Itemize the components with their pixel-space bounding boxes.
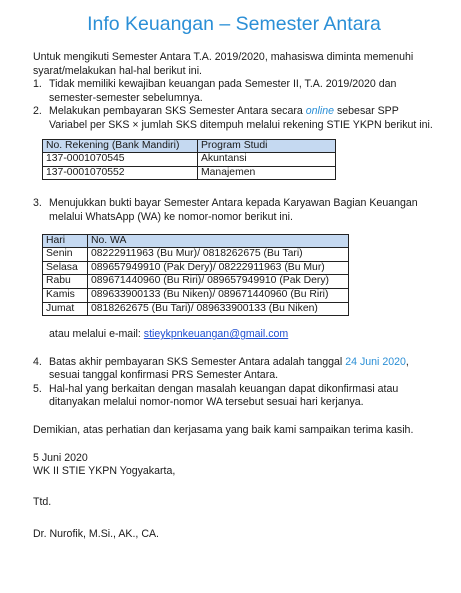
document-title: Info Keuangan – Semester Antara	[87, 13, 381, 35]
email-link[interactable]: stieykpnkeuangan@gmail.com	[143, 328, 289, 341]
table-row	[43, 302, 349, 316]
table-header-row	[43, 139, 336, 153]
wa-number-cell: 089671440960 (Bu Riri)/ 089657949910 (Pak Dery)	[88, 275, 349, 289]
requirements-list-cont	[33, 197, 435, 224]
table-header: No. Rekening (Bank Mandiri)	[43, 139, 198, 153]
table-row	[43, 248, 349, 262]
requirements-list	[33, 78, 435, 132]
office-name: WK II STIE YKPN Yogyakarta,	[33, 465, 176, 478]
list-item: 3. Menujukkan bukti bayar Semester Antara kepada Karyawan Bagian Keuangan melalui WhatsApp (WA) ke nomor-nomor berikut ini.	[33, 197, 418, 223]
day-cell: Senin	[43, 248, 88, 262]
intro-paragraph: Untuk mengikuti Semester Antara T.A. 2019/2020, mahasiswa diminta memenuhi syarat/melakukan hal-hal berikut ini.	[33, 51, 414, 77]
study-program: Akuntansi	[198, 153, 336, 167]
table-header: Program Studi	[198, 139, 336, 153]
online-emphasis: online	[305, 105, 335, 118]
table-header: Hari	[43, 234, 88, 248]
day-cell: Rabu	[43, 275, 88, 289]
table-row	[43, 166, 336, 180]
closing-paragraph: Demikian, atas perhatian dan kerjasama yang baik kami sampaikan terima kasih.	[33, 424, 414, 437]
table-header: No. WA	[88, 234, 349, 248]
bank-account-table	[42, 139, 336, 181]
deadline-date: 24 Juni 2020	[345, 355, 406, 368]
list-item: 2. Melakukan pembayaran SKS Semester Antara secara online sebesar SPP Variabel per SKS × jumlah SKS ditempuh melalui rekening STIE YKPN berikut ini.	[33, 105, 433, 131]
table-row	[43, 288, 349, 302]
list-item: 1. Tidak memiliki kewajiban keuangan pada Semester II, T.A. 2019/2020 dan semester-semester sebelumnya.	[33, 78, 397, 104]
table-row	[43, 153, 336, 167]
wa-number-cell: 0818262675 (Bu Tari)/ 089633900133 (Bu Niken)	[88, 302, 349, 316]
wa-number-cell: 08222911963 (Bu Mur)/ 0818262675 (Bu Tari)	[88, 248, 349, 262]
table-header-row	[43, 234, 349, 248]
list-item: 4. Batas akhir pembayaran SKS Semester Antara adalah tanggal 24 Juni 2020, sesuai tanggal konfirmasi PRS Semester Antara.	[33, 355, 409, 382]
day-cell: Jumat	[43, 302, 88, 316]
letter-date: 5 Juni 2020	[33, 451, 88, 464]
list-item: 5. Hal-hal yang berkaitan dengan masalah keuangan dapat dikonfirmasi atau ditanyakan melalui nomor-nomor WA tersebut sesuai hari kerjanya.	[33, 382, 399, 409]
email-line: atau melalui e-mail: stieykpnkeuangan@gmail.com	[49, 328, 289, 341]
day-cell: Kamis	[43, 288, 88, 302]
requirements-list-end	[33, 356, 435, 410]
account-number: 137-0001070552	[43, 166, 198, 180]
signature-ttd: Ttd.	[33, 495, 52, 508]
account-number: 137-0001070545	[43, 153, 198, 167]
wa-number-cell: 089657949910 (Pak Dery)/ 08222911963 (Bu Mur)	[88, 261, 349, 275]
study-program: Manajemen	[198, 166, 336, 180]
day-cell: Selasa	[43, 261, 88, 275]
table-row	[43, 275, 349, 289]
whatsapp-schedule-table	[42, 234, 349, 317]
wa-number-cell: 089633900133 (Bu Niken)/ 089671440960 (Bu Riri)	[88, 288, 349, 302]
signatory-name: Dr. Nurofik, M.Si., AK., CA.	[33, 528, 159, 541]
table-row	[43, 261, 349, 275]
